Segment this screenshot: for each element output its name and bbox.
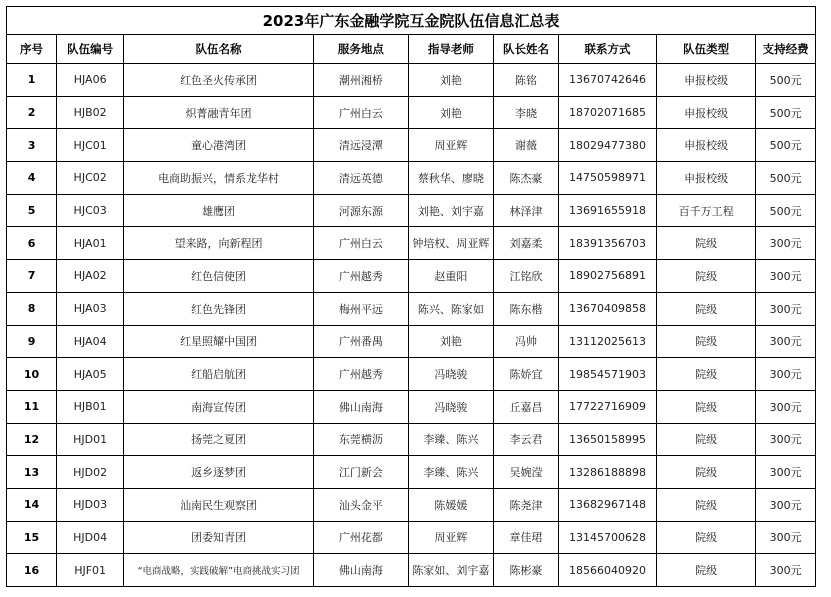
- cell-funding[interactable]: 300元: [756, 292, 816, 325]
- cell-contact[interactable]: 18702071685: [559, 96, 657, 129]
- cell-team-name[interactable]: 团委知青团: [124, 521, 314, 554]
- header-funding[interactable]: 支持经费: [756, 35, 816, 64]
- cell-team-name[interactable]: 童心港湾团: [124, 129, 314, 162]
- cell-team-type[interactable]: 院级: [657, 358, 756, 391]
- cell-captain-name[interactable]: 陈东楷: [494, 292, 559, 325]
- cell-advisor[interactable]: 刘艳: [408, 325, 493, 358]
- cell-contact[interactable]: 19854571903: [559, 358, 657, 391]
- cell-funding[interactable]: 300元: [756, 227, 816, 260]
- cell-advisor[interactable]: 刘艳、刘宇嘉: [408, 194, 493, 227]
- cell-team-code[interactable]: HJA02: [57, 260, 124, 293]
- spreadsheet: [6, 6, 825, 587]
- cell-contact[interactable]: 13145700628: [559, 521, 657, 554]
- cell-team-name[interactable]: 红星照耀中国团: [124, 325, 314, 358]
- cell-funding[interactable]: 300元: [756, 488, 816, 521]
- cell-serial-number[interactable]: 6: [7, 227, 57, 260]
- table-row: [7, 194, 816, 227]
- cell-advisor[interactable]: 钟培权、周亚辉: [408, 227, 493, 260]
- cell-team-type[interactable]: 申报校级: [657, 64, 756, 97]
- cell-team-code[interactable]: HJD02: [57, 456, 124, 489]
- table-row: [7, 358, 816, 391]
- cell-funding[interactable]: 500元: [756, 194, 816, 227]
- cell-team-type[interactable]: 院级: [657, 325, 756, 358]
- cell-team-type[interactable]: 院级: [657, 554, 756, 587]
- cell-advisor[interactable]: 陈媛媛: [408, 488, 493, 521]
- table-row: [7, 390, 816, 423]
- cell-service-location[interactable]: 广州番禺: [313, 325, 408, 358]
- cell-team-name[interactable]: 电商助振兴，情系龙华村: [124, 162, 314, 195]
- cell-team-name[interactable]: “电商战略，实践破解”电商挑战实习团: [124, 554, 314, 587]
- cell-funding[interactable]: 300元: [756, 456, 816, 489]
- cell-team-code[interactable]: HJF01: [57, 554, 124, 587]
- cell-funding[interactable]: 300元: [756, 325, 816, 358]
- table-row: [7, 129, 816, 162]
- cell-serial-number[interactable]: 5: [7, 194, 57, 227]
- cell-team-name[interactable]: 扬莞之夏团: [124, 423, 314, 456]
- header-advisor[interactable]: 指导老师: [408, 35, 493, 64]
- cell-captain-name[interactable]: 陈尧津: [494, 488, 559, 521]
- cell-team-code[interactable]: HJD03: [57, 488, 124, 521]
- cell-funding[interactable]: 300元: [756, 260, 816, 293]
- table-title[interactable]: 2023年广东金融学院互金院队伍信息汇总表: [7, 7, 816, 35]
- header-serial-number[interactable]: 序号: [7, 35, 57, 64]
- cell-contact[interactable]: 14750598971: [559, 162, 657, 195]
- cell-contact[interactable]: 13691655918: [559, 194, 657, 227]
- cell-team-type[interactable]: 院级: [657, 292, 756, 325]
- cell-serial-number[interactable]: 14: [7, 488, 57, 521]
- cell-team-code[interactable]: HJA06: [57, 64, 124, 97]
- cell-service-location[interactable]: 广州越秀: [313, 358, 408, 391]
- cell-contact[interactable]: 18902756891: [559, 260, 657, 293]
- cell-serial-number[interactable]: 3: [7, 129, 57, 162]
- cell-serial-number[interactable]: 2: [7, 96, 57, 129]
- cell-team-type[interactable]: 院级: [657, 227, 756, 260]
- cell-captain-name[interactable]: 谢薇: [494, 129, 559, 162]
- cell-team-code[interactable]: HJB01: [57, 390, 124, 423]
- cell-contact[interactable]: 18391356703: [559, 227, 657, 260]
- header-contact[interactable]: 联系方式: [559, 35, 657, 64]
- cell-service-location[interactable]: 佛山南海: [313, 390, 408, 423]
- cell-funding[interactable]: 500元: [756, 64, 816, 97]
- cell-funding[interactable]: 500元: [756, 162, 816, 195]
- cell-team-name[interactable]: 雄鹰团: [124, 194, 314, 227]
- cell-funding[interactable]: 300元: [756, 390, 816, 423]
- table-row: [7, 456, 816, 489]
- cell-captain-name[interactable]: 江铭欣: [494, 260, 559, 293]
- cell-contact[interactable]: 13112025613: [559, 325, 657, 358]
- cell-funding[interactable]: 500元: [756, 96, 816, 129]
- cell-service-location[interactable]: 佛山南海: [313, 554, 408, 587]
- cell-team-code[interactable]: HJA05: [57, 358, 124, 391]
- cell-team-type[interactable]: 院级: [657, 521, 756, 554]
- cell-team-code[interactable]: HJB02: [57, 96, 124, 129]
- cell-captain-name[interactable]: 吴婉滢: [494, 456, 559, 489]
- cell-captain-name[interactable]: 李云君: [494, 423, 559, 456]
- cell-team-name[interactable]: 望来路，向新程团: [124, 227, 314, 260]
- cell-team-type[interactable]: 院级: [657, 423, 756, 456]
- table-row: [7, 521, 816, 554]
- cell-service-location[interactable]: 梅州平远: [313, 292, 408, 325]
- cell-team-type[interactable]: 申报校级: [657, 96, 756, 129]
- header-team-name[interactable]: 队伍名称: [124, 35, 314, 64]
- cell-serial-number[interactable]: 16: [7, 554, 57, 587]
- header-captain-name[interactable]: 队长姓名: [494, 35, 559, 64]
- cell-team-code[interactable]: HJD01: [57, 423, 124, 456]
- table-row: [7, 488, 816, 521]
- cell-team-name[interactable]: 红船启航团: [124, 358, 314, 391]
- cell-team-code[interactable]: HJA03: [57, 292, 124, 325]
- cell-captain-name[interactable]: 李晓: [494, 96, 559, 129]
- cell-service-location[interactable]: 江门新会: [313, 456, 408, 489]
- cell-team-code[interactable]: HJC01: [57, 129, 124, 162]
- cell-funding[interactable]: 300元: [756, 423, 816, 456]
- cell-contact[interactable]: 17722716909: [559, 390, 657, 423]
- cell-team-name[interactable]: 红色信使团: [124, 260, 314, 293]
- cell-captain-name[interactable]: 冯帅: [494, 325, 559, 358]
- title-row: [7, 7, 816, 35]
- cell-contact[interactable]: 18566040920: [559, 554, 657, 587]
- cell-funding[interactable]: 300元: [756, 554, 816, 587]
- table-row: [7, 96, 816, 129]
- cell-captain-name[interactable]: 刘嘉柔: [494, 227, 559, 260]
- cell-serial-number[interactable]: 8: [7, 292, 57, 325]
- table-row: [7, 423, 816, 456]
- table-row: [7, 227, 816, 260]
- cell-funding[interactable]: 300元: [756, 521, 816, 554]
- cell-service-location[interactable]: 河源东源: [313, 194, 408, 227]
- cell-advisor[interactable]: 周亚辉: [408, 129, 493, 162]
- cell-serial-number[interactable]: 10: [7, 358, 57, 391]
- cell-team-code[interactable]: HJA04: [57, 325, 124, 358]
- table-row: [7, 292, 816, 325]
- cell-captain-name[interactable]: 陈杰豪: [494, 162, 559, 195]
- table-row: [7, 554, 816, 587]
- cell-team-type[interactable]: 院级: [657, 456, 756, 489]
- header-team-type[interactable]: 队伍类型: [657, 35, 756, 64]
- table-body: [7, 64, 816, 587]
- cell-advisor[interactable]: 冯晓骏: [408, 390, 493, 423]
- cell-service-location[interactable]: 清远英德: [313, 162, 408, 195]
- header-team-code[interactable]: 队伍编号: [57, 35, 124, 64]
- cell-captain-name[interactable]: 章佳珺: [494, 521, 559, 554]
- cell-serial-number[interactable]: 1: [7, 64, 57, 97]
- cell-team-type[interactable]: 院级: [657, 488, 756, 521]
- cell-captain-name[interactable]: 林泽津: [494, 194, 559, 227]
- cell-advisor[interactable]: 李臻、陈兴: [408, 456, 493, 489]
- cell-captain-name[interactable]: 陈铭: [494, 64, 559, 97]
- cell-team-type[interactable]: 申报校级: [657, 129, 756, 162]
- table-row: [7, 64, 816, 97]
- cell-team-code[interactable]: HJC02: [57, 162, 124, 195]
- cell-advisor[interactable]: 蔡秋华、廖晓: [408, 162, 493, 195]
- cell-service-location[interactable]: 广州花都: [313, 521, 408, 554]
- cell-advisor[interactable]: 陈家如、刘宇嘉: [408, 554, 493, 587]
- cell-contact[interactable]: 13670742646: [559, 64, 657, 97]
- cell-team-code[interactable]: HJA01: [57, 227, 124, 260]
- cell-team-name[interactable]: 炽菁融青年团: [124, 96, 314, 129]
- cell-funding[interactable]: 500元: [756, 129, 816, 162]
- cell-team-code[interactable]: HJC03: [57, 194, 124, 227]
- cell-contact[interactable]: 13670409858: [559, 292, 657, 325]
- cell-team-type[interactable]: 院级: [657, 260, 756, 293]
- cell-serial-number[interactable]: 4: [7, 162, 57, 195]
- table-row: [7, 162, 816, 195]
- cell-advisor[interactable]: 陈兴、陈家如: [408, 292, 493, 325]
- header-row: [7, 35, 816, 64]
- table-row: [7, 260, 816, 293]
- cell-serial-number[interactable]: 15: [7, 521, 57, 554]
- cell-serial-number[interactable]: 9: [7, 325, 57, 358]
- cell-contact[interactable]: 13650158995: [559, 423, 657, 456]
- cell-captain-name[interactable]: 陈彬豪: [494, 554, 559, 587]
- header-service-location[interactable]: 服务地点: [313, 35, 408, 64]
- cell-service-location[interactable]: 东莞横沥: [313, 423, 408, 456]
- cell-team-name[interactable]: 汕南民生观察团: [124, 488, 314, 521]
- cell-contact[interactable]: 13682967148: [559, 488, 657, 521]
- cell-team-name[interactable]: 红色圣火传承团: [124, 64, 314, 97]
- cell-team-type[interactable]: 申报校级: [657, 162, 756, 195]
- cell-advisor[interactable]: 李臻、陈兴: [408, 423, 493, 456]
- cell-team-name[interactable]: 红色先锋团: [124, 292, 314, 325]
- cell-team-type[interactable]: 院级: [657, 390, 756, 423]
- cell-team-name[interactable]: 南海宣传团: [124, 390, 314, 423]
- cell-advisor[interactable]: 赵重阳: [408, 260, 493, 293]
- cell-advisor[interactable]: 冯晓骏: [408, 358, 493, 391]
- cell-serial-number[interactable]: 12: [7, 423, 57, 456]
- cell-advisor[interactable]: 刘艳: [408, 64, 493, 97]
- cell-serial-number[interactable]: 11: [7, 390, 57, 423]
- cell-advisor[interactable]: 刘艳: [408, 96, 493, 129]
- cell-service-location[interactable]: 潮州湘桥: [313, 64, 408, 97]
- team-info-table: [6, 6, 816, 587]
- cell-service-location[interactable]: 广州越秀: [313, 260, 408, 293]
- table-row: [7, 325, 816, 358]
- cell-contact[interactable]: 13286188898: [559, 456, 657, 489]
- cell-service-location[interactable]: 汕头金平: [313, 488, 408, 521]
- cell-serial-number[interactable]: 7: [7, 260, 57, 293]
- cell-captain-name[interactable]: 陈娇宜: [494, 358, 559, 391]
- cell-team-name[interactable]: 返乡逐梦团: [124, 456, 314, 489]
- cell-team-type[interactable]: 百千万工程: [657, 194, 756, 227]
- cell-service-location[interactable]: 广州白云: [313, 227, 408, 260]
- cell-serial-number[interactable]: 13: [7, 456, 57, 489]
- cell-team-code[interactable]: HJD04: [57, 521, 124, 554]
- cell-service-location[interactable]: 广州白云: [313, 96, 408, 129]
- cell-contact[interactable]: 18029477380: [559, 129, 657, 162]
- cell-captain-name[interactable]: 丘嘉昌: [494, 390, 559, 423]
- cell-funding[interactable]: 300元: [756, 358, 816, 391]
- cell-advisor[interactable]: 周亚辉: [408, 521, 493, 554]
- cell-service-location[interactable]: 清远浸潭: [313, 129, 408, 162]
